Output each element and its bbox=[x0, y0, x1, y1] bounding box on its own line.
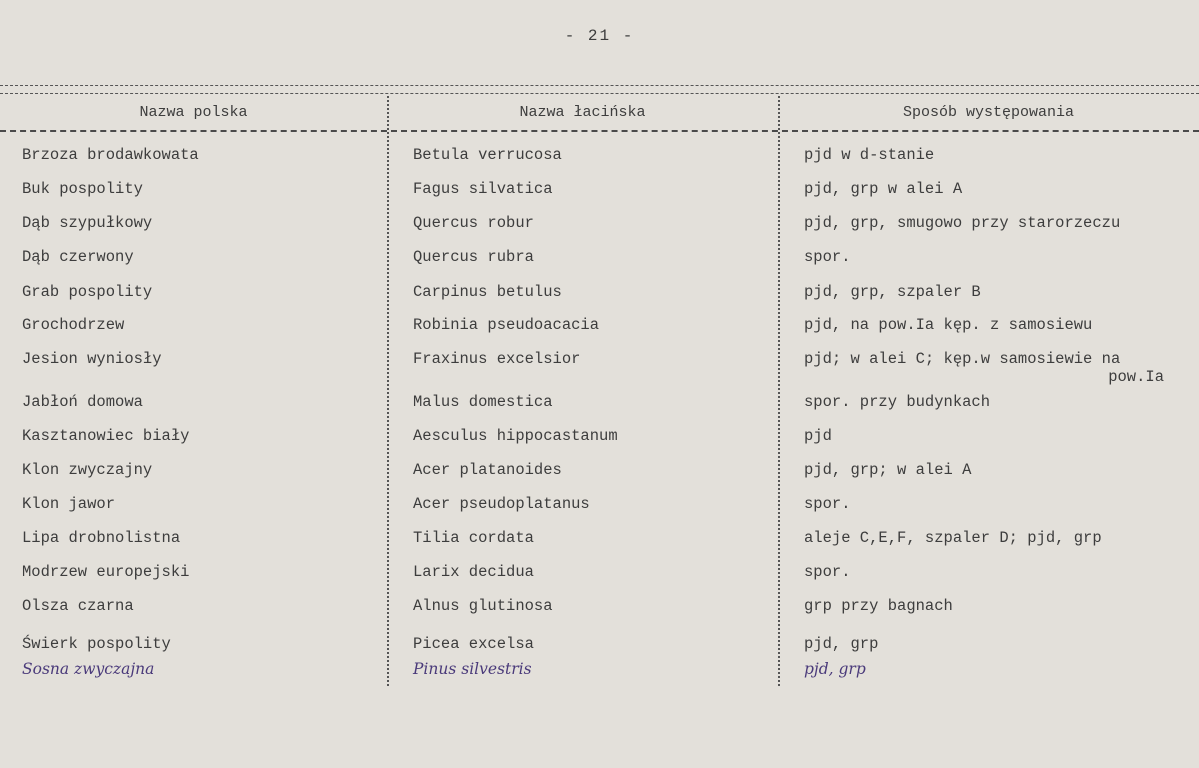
occurrence-text: pjd bbox=[804, 427, 832, 445]
latin-name-cell: Picea excelsa bbox=[413, 635, 534, 653]
occurrence-text: pjd, grp, szpaler B bbox=[804, 283, 981, 301]
polish-name-cell: Klon jawor bbox=[22, 495, 116, 513]
polish-name-cell: Kasztanowiec biały bbox=[22, 427, 190, 445]
polish-name-cell: Klon zwyczajny bbox=[22, 461, 153, 479]
occurrence-text: pjd w d-stanie bbox=[804, 146, 935, 164]
page-number: - 21 - bbox=[564, 27, 635, 45]
occurrence-text: pjd, grp bbox=[804, 660, 866, 678]
header-occurrence: Sposób występowania bbox=[902, 104, 1075, 121]
occurrence-cell bbox=[804, 283, 981, 301]
column-separator-2 bbox=[778, 96, 780, 686]
latin-name-cell: Malus domestica bbox=[413, 393, 553, 411]
occurrence-cell bbox=[804, 461, 971, 479]
latin-name-cell: Carpinus betulus bbox=[413, 283, 562, 301]
occurrence-text: pjd; w alei C; kęp.w samosiewie na bbox=[804, 350, 1121, 368]
latin-name-cell: Alnus glutinosa bbox=[413, 597, 553, 615]
occurrence-cell bbox=[804, 635, 878, 653]
latin-name-cell: Pinus silvestris bbox=[413, 660, 532, 678]
latin-name-cell: Aesculus hippocastanum bbox=[413, 427, 618, 445]
occurrence-cell bbox=[804, 563, 851, 581]
polish-name-cell: Lipa drobnolistna bbox=[22, 529, 181, 547]
polish-name-cell: Jabłoń domowa bbox=[22, 393, 143, 411]
occurrence-cell bbox=[804, 427, 832, 445]
occurrence-text: spor. bbox=[804, 495, 851, 513]
occurrence-cell bbox=[804, 660, 866, 678]
latin-name-cell: Betula verrucosa bbox=[413, 146, 562, 164]
polish-name-cell: Dąb szypułkowy bbox=[22, 214, 153, 232]
latin-name-cell: Quercus robur bbox=[413, 214, 534, 232]
occurrence-cell bbox=[804, 529, 1102, 547]
occurrence-continuation: pow.Ia bbox=[1108, 368, 1164, 386]
occurrence-cell bbox=[804, 495, 851, 513]
polish-name-cell: Olsza czarna bbox=[22, 597, 134, 615]
occurrence-text: spor. przy budynkach bbox=[804, 393, 991, 411]
header-bottom-rule bbox=[0, 130, 1199, 132]
polish-name-cell: Grab pospolity bbox=[22, 283, 153, 301]
occurrence-text: pjd, na pow.Ia kęp. z samosiewu bbox=[804, 316, 1093, 334]
occurrence-text: grp przy bagnach bbox=[804, 597, 953, 615]
header-latin-name: Nazwa łacińska bbox=[519, 104, 646, 121]
latin-name-cell: Robinia pseudoacacia bbox=[413, 316, 600, 334]
occurrence-text: spor. bbox=[804, 248, 851, 266]
header-polish-name: Nazwa polska bbox=[139, 104, 248, 121]
occurrence-text: spor. bbox=[804, 563, 851, 581]
latin-name-cell: Fraxinus excelsior bbox=[413, 350, 581, 368]
polish-name-cell: Brzoza brodawkowata bbox=[22, 146, 199, 164]
polish-name-cell: Sosna zwyczajna bbox=[22, 660, 155, 678]
latin-name-cell: Quercus rubra bbox=[413, 248, 534, 266]
occurrence-cell bbox=[804, 214, 1120, 232]
latin-name-cell: Acer pseudoplatanus bbox=[413, 495, 590, 513]
header-top-double-rule bbox=[0, 85, 1199, 94]
occurrence-text: pjd, grp, smugowo przy starorzeczu bbox=[804, 214, 1121, 232]
polish-name-cell: Buk pospolity bbox=[22, 180, 143, 198]
occurrence-cell bbox=[804, 316, 1092, 334]
latin-name-cell: Tilia cordata bbox=[413, 529, 534, 547]
latin-name-cell: Larix decidua bbox=[413, 563, 534, 581]
polish-name-cell: Grochodrzew bbox=[22, 316, 125, 334]
column-separator-1 bbox=[387, 96, 389, 686]
occurrence-cell bbox=[804, 597, 953, 615]
occurrence-text: pjd, grp bbox=[804, 635, 879, 653]
polish-name-cell: Modrzew europejski bbox=[22, 563, 190, 581]
occurrence-cell bbox=[804, 350, 1164, 386]
occurrence-text: pjd, grp; w alei A bbox=[804, 461, 972, 479]
occurrence-text: pjd, grp w alei A bbox=[804, 180, 963, 198]
polish-name-cell: Jesion wyniosły bbox=[22, 350, 162, 368]
occurrence-cell bbox=[804, 180, 962, 198]
occurrence-text: aleje C,E,F, szpaler D; pjd, grp bbox=[804, 529, 1102, 547]
polish-name-cell: Dąb czerwony bbox=[22, 248, 134, 266]
occurrence-cell bbox=[804, 146, 934, 164]
latin-name-cell: Acer platanoides bbox=[413, 461, 562, 479]
occurrence-cell bbox=[804, 248, 851, 266]
occurrence-cell bbox=[804, 393, 990, 411]
latin-name-cell: Fagus silvatica bbox=[413, 180, 553, 198]
polish-name-cell: Świerk pospolity bbox=[22, 635, 171, 653]
